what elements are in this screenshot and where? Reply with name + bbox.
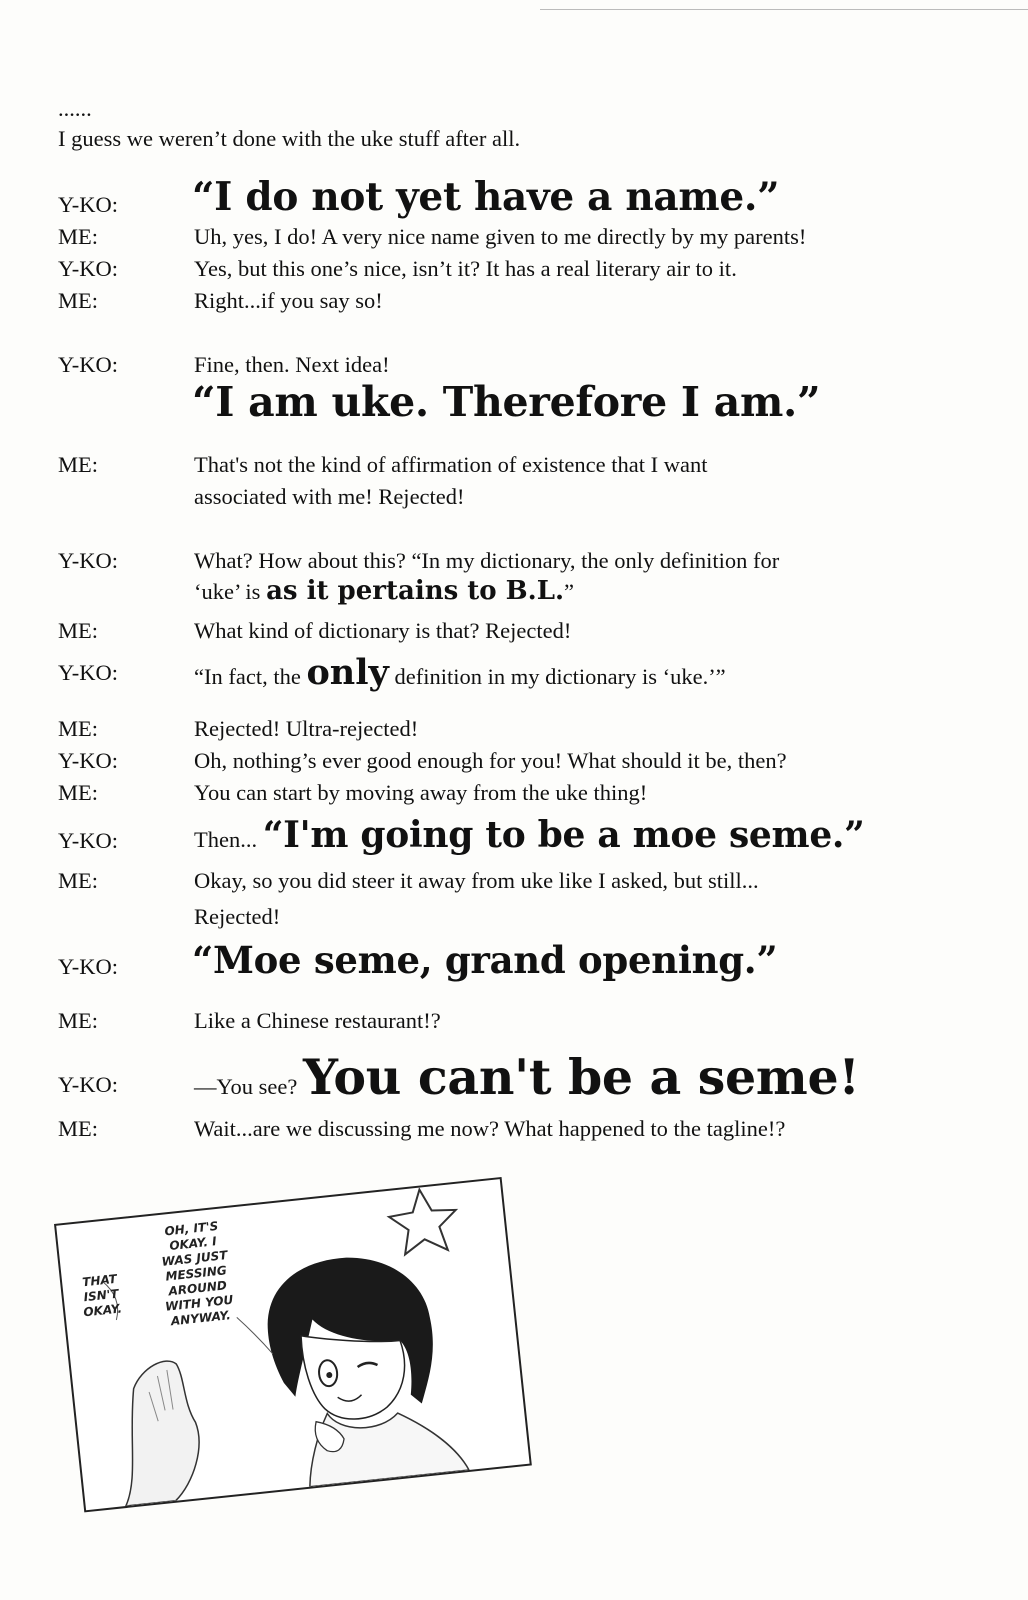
speaker-me: ME: <box>58 224 99 249</box>
bubble-line: MESSING <box>164 1263 228 1284</box>
bubble-line: OKAY. <box>82 1301 123 1320</box>
bubble-line: OH, IT'S <box>163 1218 219 1239</box>
dialogue-line-mixed <box>194 652 726 693</box>
dialogue-line: That's not the kind of affirmation of existence that I want <box>194 452 708 477</box>
dialogue-text: —You see? <box>194 1074 303 1099</box>
speaker-me: ME: <box>58 868 99 893</box>
bubble-line: ANYWAY. <box>170 1308 232 1329</box>
dialogue-line: associated with me! Rejected! <box>194 484 465 509</box>
speaker-me: ME: <box>58 1008 99 1033</box>
dialogue-line: Oh, nothing’s ever good enough for you! What should it be, then? <box>194 748 787 773</box>
dialogue-emphasis: as it pertains to B.L. <box>266 576 565 606</box>
dialogue-line: Okay, so you did steer it away from uke like I asked, but still... <box>194 868 759 893</box>
dialogue-line: What kind of dictionary is that? Rejected! <box>194 618 572 643</box>
bubble-line: WAS JUST <box>161 1248 229 1269</box>
dialogue-line: Rejected! Ultra-rejected! <box>194 716 419 741</box>
dialogue-text: definition in my dictionary is ‘uke.’” <box>388 664 726 689</box>
dialogue-emphasis: “I'm going to be a moe seme.” <box>262 814 865 856</box>
speaker-me: ME: <box>58 716 99 741</box>
speaker-me: ME: <box>58 780 99 805</box>
bubble-line: AROUND <box>167 1278 228 1299</box>
intro-line: I guess we weren’t done with the uke stuff after all. <box>58 126 521 151</box>
dialogue-big-uke: “I am uke. Therefore I am.” <box>192 378 821 426</box>
dialogue-line: Fine, then. Next idea! <box>194 352 390 377</box>
speaker-yko: Y-KO: <box>58 1072 118 1097</box>
dialogue-line: Right...if you say so! <box>194 288 383 313</box>
dialogue-line: Like a Chinese restaurant!? <box>194 1008 441 1033</box>
speaker-yko: Y-KO: <box>58 828 118 853</box>
dialogue-line: Rejected! <box>194 904 281 929</box>
dialogue-line: What? How about this? “In my dictionary, the only definition for <box>194 548 780 573</box>
dialogue-text: ‘uke’ is <box>194 579 267 604</box>
speaker-yko: Y-KO: <box>58 954 118 979</box>
bubble-line: ISN'T <box>82 1286 120 1305</box>
dialogue-line-mixed <box>194 814 865 856</box>
speech-bubble-left <box>80 1272 123 1321</box>
dialogue-line-mixed <box>194 576 574 606</box>
dialogue-big-name: “I do not yet have a name.” <box>192 174 780 220</box>
dialogue-big-moe: “Moe seme, grand opening.” <box>192 938 778 982</box>
manga-illustration <box>56 1179 529 1510</box>
dialogue-line: Uh, yes, I do! A very nice name given to me directly by my parents! <box>194 224 807 249</box>
speaker-yko: Y-KO: <box>58 748 118 773</box>
speaker-yko: Y-KO: <box>58 548 118 573</box>
speaker-me: ME: <box>58 1116 99 1141</box>
dialogue-emphasis: You can't be a seme! <box>302 1048 860 1106</box>
speaker-me: ME: <box>58 288 99 313</box>
dialogue-emphasis: only <box>306 652 389 693</box>
speaker-me: ME: <box>58 618 99 643</box>
speaker-yko: Y-KO: <box>58 192 118 217</box>
dialogue-line: Yes, but this one’s nice, isn’t it? It has a real literary air to it. <box>194 256 737 281</box>
bubble-line: OKAY. I <box>168 1234 218 1254</box>
dialogue-line: Wait...are we discussing me now? What happened to the tagline!? <box>194 1116 786 1141</box>
speaker-yko: Y-KO: <box>58 660 118 685</box>
speaker-me: ME: <box>58 452 99 477</box>
intro-ellipsis: ...... <box>58 96 92 121</box>
manga-panel <box>54 1177 532 1512</box>
dialogue-text: “In fact, the <box>194 664 307 689</box>
speaker-yko: Y-KO: <box>58 256 118 281</box>
bubble-line: WITH YOU <box>164 1292 234 1314</box>
speaker-yko: Y-KO: <box>58 352 118 377</box>
dialogue-text: Then... <box>194 827 263 852</box>
speech-bubble-right <box>157 1218 236 1330</box>
dialogue-line: You can start by moving away from the uke thing! <box>194 780 648 805</box>
bubble-line: THAT <box>81 1271 118 1290</box>
dialogue-line-mixed <box>194 1048 860 1106</box>
dialogue-text: ” <box>564 579 575 604</box>
top-rule <box>540 9 1028 10</box>
